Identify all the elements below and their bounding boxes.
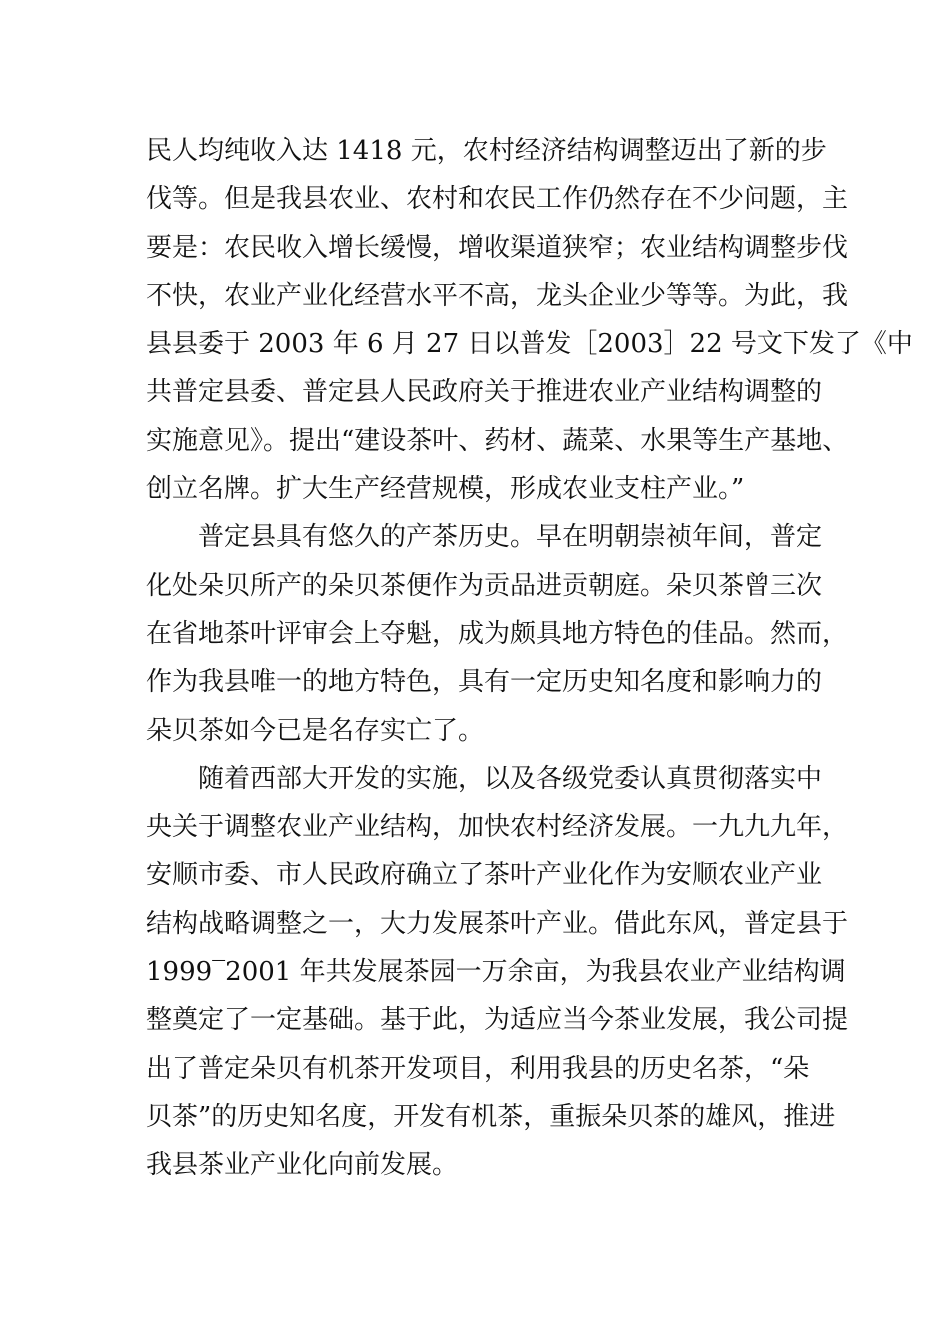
paragraph-1-line-3: 要是：农民收入增长缓慢，增收渠道狭窄；农业结构调整步伐 [146, 232, 849, 263]
paragraph-1-line-4: 不快，农业产业化经营水平不高，龙头企业少等等。为此，我 [146, 280, 849, 311]
paragraph-3-line-4: 结构战略调整之一，大力发展茶叶产业。借此东风，普定县于 [146, 908, 849, 939]
paragraph-2-line-1: 普定县具有悠久的产茶历史。早在明朝崇祯年间，普定 [198, 522, 823, 553]
paragraph-3-line-2: 央关于调整农业产业结构，加快农村经济发展。一九九九年， [146, 812, 849, 843]
paragraph-3-line-6: 整奠定了一定基础。基于此，为适应当今茶业发展，我公司提 [146, 1005, 849, 1036]
paragraph-3-line-7: 出了普定朵贝有机茶开发项目，利用我县的历史名茶，“朵 [146, 1053, 810, 1084]
paragraph-1-line-5: 县县委于 2003 年 6 月 27 日以普发［2003］22 号文下发了《中 [146, 329, 913, 360]
paragraph-1-line-6: 共普定县委、普定县人民政府关于推进农业产业结构调整的 [146, 377, 823, 408]
paragraph-3-line-1: 随着西部大开发的实施，以及各级党委认真贯彻落实中 [198, 763, 823, 794]
paragraph-2-line-3: 在省地茶叶评审会上夺魁，成为颇具地方特色的佳品。然而， [146, 618, 849, 649]
paragraph-1-line-8: 创立名牌。扩大生产经营规模，形成农业支柱产业。” [146, 474, 745, 505]
paragraph-3-line-5: 1999‾2001 年共发展茶园一万余亩，为我县农业产业结构调 [146, 957, 846, 988]
document-body [146, 127, 913, 1190]
paragraph-1-line-7: 实施意见》。提出“建设茶叶、药材、蔬菜、水果等生产基地、 [146, 425, 849, 456]
paragraph-2-line-5: 朵贝茶如今已是名存实亡了。 [146, 715, 485, 746]
paragraph-2-line-2: 化处朵贝所产的朵贝茶便作为贡品进贡朝庭。朵贝茶曾三次 [146, 570, 823, 601]
paragraph-3-line-8: 贝茶”的历史知名度，开发有机茶，重振朵贝茶的雄风，推进 [146, 1101, 836, 1132]
paragraph-1-line-2: 伐等。但是我县农业、农村和农民工作仍然存在不少问题，主 [146, 184, 849, 215]
paragraph-2-line-4: 作为我县唯一的地方特色，具有一定历史知名度和影响力的 [146, 667, 823, 698]
paragraph-3-line-3: 安顺市委、市人民政府确立了茶叶产业化作为安顺农业产业 [146, 860, 823, 891]
paragraph-1-line-1: 民人均纯收入达 1418 元，农村经济结构调整迈出了新的步 [146, 136, 827, 166]
paragraph-3-line-9: 我县茶业产业化向前发展。 [146, 1150, 459, 1181]
